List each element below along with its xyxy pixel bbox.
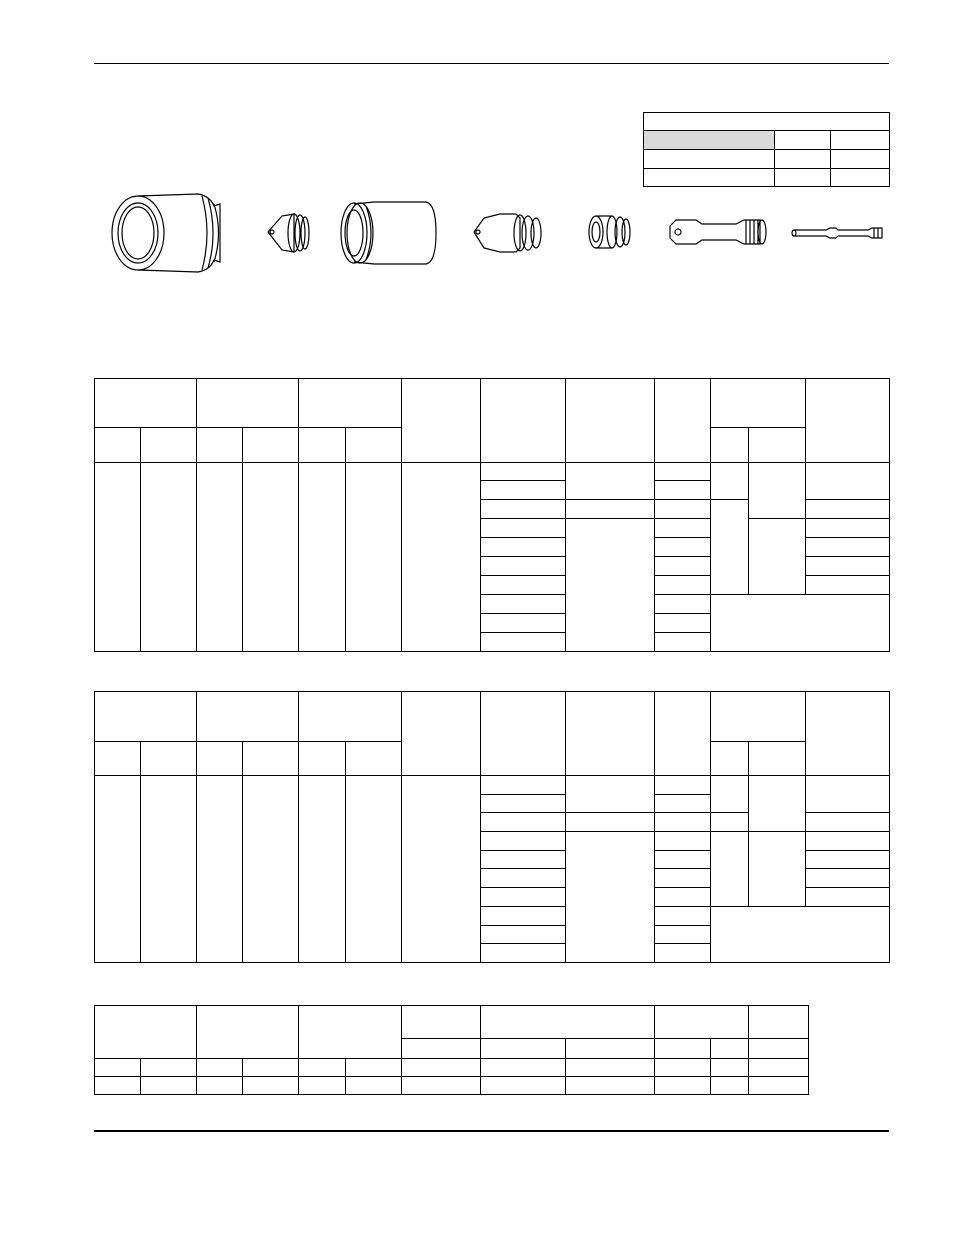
legend-title-cell: [644, 113, 890, 131]
body-cell: [197, 776, 243, 963]
header-cell: [402, 692, 481, 776]
header-cell: [655, 692, 711, 776]
body-cell: [806, 888, 890, 907]
swirl-ring-icon: [589, 216, 630, 248]
body-cell: [299, 776, 346, 963]
body-cell: [655, 832, 711, 851]
body-cell: [711, 907, 890, 963]
body-cell: [481, 614, 566, 633]
body-cell: [655, 869, 711, 888]
body-cell: [655, 633, 711, 652]
body-cell: [655, 463, 711, 481]
subheader-cell: [346, 428, 402, 463]
body-cell: [402, 1077, 481, 1095]
subheader-cell: [95, 1059, 141, 1077]
body-cell: [481, 944, 566, 963]
header-cell: [197, 692, 299, 742]
body-cell: [806, 538, 890, 557]
body-cell: [481, 851, 566, 869]
body-cell: [655, 576, 711, 595]
header-cell: [481, 379, 566, 463]
subheader-cell: [141, 428, 197, 463]
body-cell: [243, 463, 299, 652]
body-cell: [566, 813, 655, 832]
body-cell: [481, 463, 566, 481]
subheader-cell: [402, 1059, 481, 1077]
legend-cell: [831, 131, 890, 150]
parts-table-3: [94, 1005, 809, 1095]
body-cell: [481, 926, 566, 944]
legend-shaded-cell: [644, 131, 775, 150]
body-cell: [481, 633, 566, 652]
subheader-cell: [566, 1039, 655, 1059]
body-cell: [481, 888, 566, 907]
body-cell: [655, 907, 711, 926]
body-cell: [481, 538, 566, 557]
body-cell: [481, 776, 566, 795]
header-cell: [806, 379, 890, 463]
body-cell: [711, 595, 890, 652]
subheader-cell: [299, 742, 346, 776]
subheader-cell: [711, 742, 749, 776]
body-cell: [481, 869, 566, 888]
header-cell: [655, 1006, 749, 1039]
body-cell: [655, 926, 711, 944]
body-cell: [197, 463, 243, 652]
subheader-cell: [197, 428, 243, 463]
subheader-cell: [299, 428, 346, 463]
body-cell: [481, 481, 566, 500]
subheader-cell: [711, 1039, 749, 1059]
water-tube-icon: [792, 228, 882, 238]
body-cell: [711, 463, 749, 500]
subheader-cell: [141, 1059, 197, 1077]
body-cell: [346, 776, 402, 963]
subheader-cell: [197, 1059, 243, 1077]
body-cell: [806, 519, 890, 538]
subheader-cell: [95, 742, 141, 776]
subheader-cell: [402, 1039, 481, 1059]
legend-cell: [644, 150, 775, 169]
header-cell: [299, 1006, 402, 1059]
header-cell: [566, 379, 655, 463]
body-cell: [346, 1077, 402, 1095]
body-cell: [566, 500, 655, 519]
parts-table-1: [94, 378, 890, 652]
header-cell: [197, 1006, 299, 1059]
body-cell: [749, 1077, 809, 1095]
header-cell: [711, 692, 806, 742]
subheader-cell: [141, 742, 197, 776]
header-cell: [402, 1006, 481, 1039]
body-cell: [566, 463, 655, 500]
body-cell: [655, 614, 711, 633]
body-cell: [806, 463, 890, 500]
body-cell: [481, 595, 566, 614]
subheader-cell: [655, 1059, 711, 1077]
body-cell: [655, 500, 711, 519]
body-cell: [566, 832, 655, 963]
subheader-cell: [749, 428, 806, 463]
body-cell: [481, 795, 566, 813]
subheader-cell: [346, 1059, 402, 1077]
nozzle-retaining-cap-icon: [268, 214, 309, 252]
header-cell: [95, 692, 197, 742]
body-cell: [299, 1077, 346, 1095]
subheader-cell: [749, 1039, 809, 1059]
body-cell: [655, 481, 711, 500]
consumable-parts-illustration: [96, 188, 896, 278]
body-cell: [711, 500, 749, 595]
subheader-cell: [566, 1059, 655, 1077]
body-cell: [655, 538, 711, 557]
header-cell: [95, 1006, 197, 1059]
legend-cell: [775, 169, 831, 187]
subheader-cell: [749, 1059, 809, 1077]
body-cell: [655, 776, 711, 795]
body-cell: [655, 557, 711, 576]
body-cell: [711, 832, 749, 907]
subheader-cell: [95, 428, 141, 463]
header-cell: [299, 379, 402, 428]
body-cell: [566, 1077, 655, 1095]
body-cell: [481, 576, 566, 595]
body-cell: [711, 1077, 749, 1095]
body-cell: [95, 463, 141, 652]
body-cell: [243, 776, 299, 963]
legend-cell: [775, 131, 831, 150]
header-cell: [749, 1006, 809, 1039]
body-cell: [481, 500, 566, 519]
body-cell: [655, 519, 711, 538]
body-cell: [481, 519, 566, 538]
subheader-cell: [711, 1059, 749, 1077]
header-cell: [806, 692, 890, 776]
body-cell: [566, 776, 655, 813]
body-cell: [806, 500, 890, 519]
subheader-cell: [197, 742, 243, 776]
body-cell: [346, 463, 402, 652]
body-cell: [655, 795, 711, 813]
header-cell: [655, 379, 711, 463]
body-cell: [243, 1077, 299, 1095]
body-cell: [95, 776, 141, 963]
header-rule: [94, 63, 889, 64]
legend-table: [643, 112, 890, 187]
body-cell: [806, 776, 890, 813]
body-cell: [566, 519, 655, 652]
body-cell: [402, 463, 481, 652]
body-cell: [402, 776, 481, 963]
subheader-cell: [299, 1059, 346, 1077]
subheader-cell: [243, 742, 299, 776]
body-cell: [806, 813, 890, 832]
body-cell: [481, 1077, 566, 1095]
header-cell: [197, 379, 299, 428]
body-cell: [95, 1077, 141, 1095]
subheader-cell: [655, 1039, 711, 1059]
legend-cell: [775, 150, 831, 169]
subheader-cell: [711, 428, 749, 463]
subheader-cell: [481, 1039, 566, 1059]
subheader-cell: [243, 1059, 299, 1077]
footer-rule: [94, 1130, 889, 1132]
legend-cell: [644, 169, 775, 187]
header-cell: [711, 379, 806, 428]
subheader-cell: [346, 742, 402, 776]
header-cell: [481, 1006, 655, 1039]
body-cell: [481, 832, 566, 851]
body-cell: [481, 813, 566, 832]
body-cell: [806, 557, 890, 576]
header-cell: [481, 692, 566, 776]
body-cell: [141, 1077, 197, 1095]
legend-cell: [831, 150, 890, 169]
body-cell: [655, 813, 711, 832]
parts-table-2: [94, 691, 890, 963]
body-cell: [711, 776, 749, 813]
body-cell: [749, 463, 806, 519]
shield-part-icon: [112, 194, 220, 272]
header-cell: [402, 379, 481, 463]
body-cell: [806, 869, 890, 888]
body-cell: [806, 851, 890, 869]
nozzle-icon: [474, 214, 541, 252]
body-cell: [711, 813, 749, 832]
header-cell: [566, 692, 655, 776]
body-cell: [197, 1077, 243, 1095]
subheader-cell: [243, 428, 299, 463]
outer-cap-icon: [341, 202, 436, 264]
body-cell: [481, 557, 566, 576]
body-cell: [806, 832, 890, 851]
body-cell: [655, 888, 711, 907]
body-cell: [749, 776, 806, 832]
subheader-cell: [749, 742, 806, 776]
body-cell: [806, 576, 890, 595]
body-cell: [749, 832, 806, 907]
body-cell: [141, 463, 197, 652]
body-cell: [481, 907, 566, 926]
body-cell: [749, 519, 806, 595]
body-cell: [655, 851, 711, 869]
body-cell: [655, 1077, 711, 1095]
body-cell: [655, 944, 711, 963]
body-cell: [141, 776, 197, 963]
legend-cell: [831, 169, 890, 187]
subheader-cell: [481, 1059, 566, 1077]
header-cell: [299, 692, 402, 742]
body-cell: [655, 595, 711, 614]
header-cell: [95, 379, 197, 428]
electrode-icon: [670, 220, 766, 244]
body-cell: [299, 463, 346, 652]
